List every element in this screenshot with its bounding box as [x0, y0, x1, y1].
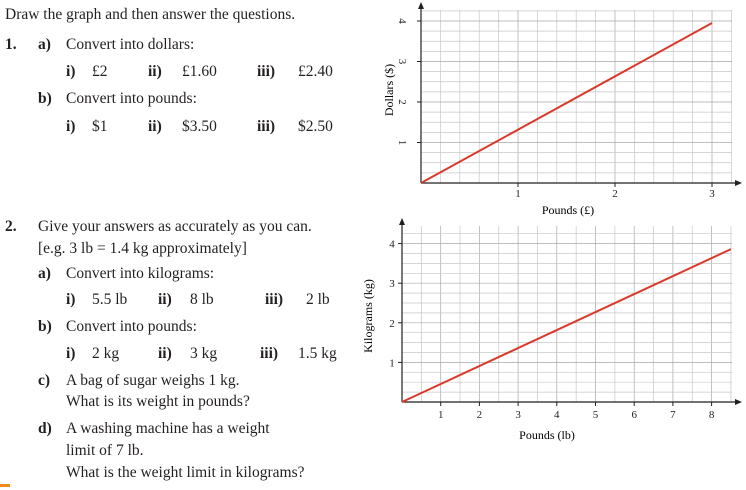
q1a-ii-value: £1.60 — [182, 63, 217, 80]
q2b-i-value: 2 kg — [92, 345, 120, 362]
q2a-i-label: i) — [66, 291, 76, 308]
instructions-text: Draw the graph and then answer the questions. — [5, 6, 296, 23]
y-tick-label: 2 — [396, 99, 408, 105]
x-tick-label: 4 — [554, 409, 560, 421]
q1b-iii-value: $2.50 — [298, 118, 333, 135]
x-tick-label: 1 — [515, 188, 521, 200]
q2d-line1: A washing machine has a weight — [66, 420, 270, 437]
x-axis-label: Pounds (lb) — [519, 428, 575, 442]
q2b-prompt: Convert into pounds: — [66, 318, 197, 335]
q1b-iii-label: iii) — [257, 118, 276, 135]
q2b-letter: b) — [38, 318, 52, 335]
q1a-i-value: £2 — [92, 63, 108, 80]
q1b-ii-value: $3.50 — [182, 118, 217, 135]
q2b-ii-label: ii) — [158, 345, 172, 362]
y-tick-label: 4 — [389, 238, 395, 251]
q2b-i-label: i) — [66, 345, 76, 362]
q2d-letter: d) — [38, 420, 52, 437]
q1a-iii-value: £2.40 — [298, 63, 333, 80]
q2a-ii-label: ii) — [158, 291, 172, 308]
q1a-ii-label: ii) — [148, 63, 162, 80]
q1a-prompt: Convert into dollars: — [66, 36, 195, 53]
q2c-line1: A bag of sugar weighs 1 kg. — [66, 372, 240, 389]
x-tick-label: 3 — [709, 188, 715, 200]
q1b-i-value: $1 — [92, 118, 108, 135]
x-tick-label: 5 — [592, 409, 599, 421]
y-tick-label: 4 — [396, 18, 408, 24]
x-tick-label: 2 — [612, 188, 618, 200]
y-tick-label: 2 — [389, 317, 395, 330]
q2a-i-value: 5.5 lb — [92, 291, 128, 308]
q2a-ii-value: 8 lb — [190, 291, 214, 308]
y-tick-label: 1 — [396, 139, 408, 146]
q1a-letter: a) — [38, 36, 51, 53]
q1b-i-label: i) — [66, 118, 76, 135]
q2a-iii-value: 2 lb — [306, 291, 330, 308]
x-axis-arrow — [735, 180, 742, 186]
q2d-line2: limit of 7 lb. — [66, 442, 144, 459]
q2b-iii-label: iii) — [260, 345, 279, 362]
q2c-line2: What is its weight in pounds? — [66, 393, 250, 410]
q2-instruction-line2: [e.g. 3 lb = 1.4 kg approximately] — [38, 240, 247, 257]
x-tick-label: 6 — [631, 409, 637, 421]
q2b-iii-value: 1.5 kg — [298, 345, 337, 362]
q2d-line3: What is the weight limit in kilograms? — [66, 464, 305, 481]
q1b-letter: b) — [38, 90, 52, 107]
q2a-letter: a) — [38, 265, 51, 282]
x-tick-label: 8 — [708, 409, 715, 421]
q1b-prompt: Convert into pounds: — [66, 90, 197, 107]
x-tick-label: 7 — [670, 409, 676, 421]
q2-instruction-line1: Give your answers as accurately as you can. — [38, 218, 312, 235]
q2b-ii-value: 3 kg — [190, 345, 218, 362]
q2c-letter: c) — [38, 372, 51, 389]
q2a-iii-label: iii) — [265, 291, 284, 308]
y-tick-label: 1 — [389, 357, 395, 370]
y-axis-label: Kilograms (kg) — [361, 279, 375, 353]
question-2-number: 2. — [5, 218, 17, 235]
q1a-iii-label: iii) — [257, 63, 276, 80]
x-tick-label: 2 — [476, 409, 483, 421]
y-tick-label: 3 — [389, 278, 395, 291]
y-axis-arrow — [418, 2, 424, 9]
x-tick-label: 1 — [437, 409, 444, 421]
y-tick-label: 3 — [396, 58, 408, 65]
q2a-prompt: Convert into kilograms: — [66, 265, 215, 282]
q1a-i-label: i) — [66, 63, 76, 80]
conversion-line — [421, 23, 712, 183]
x-tick-label: 3 — [515, 409, 521, 421]
question-1-number: 1. — [5, 36, 17, 53]
x-axis-label: Pounds (£) — [541, 203, 595, 217]
q1b-ii-label: ii) — [148, 118, 162, 135]
y-axis-label: Dollars ($) — [382, 63, 396, 117]
